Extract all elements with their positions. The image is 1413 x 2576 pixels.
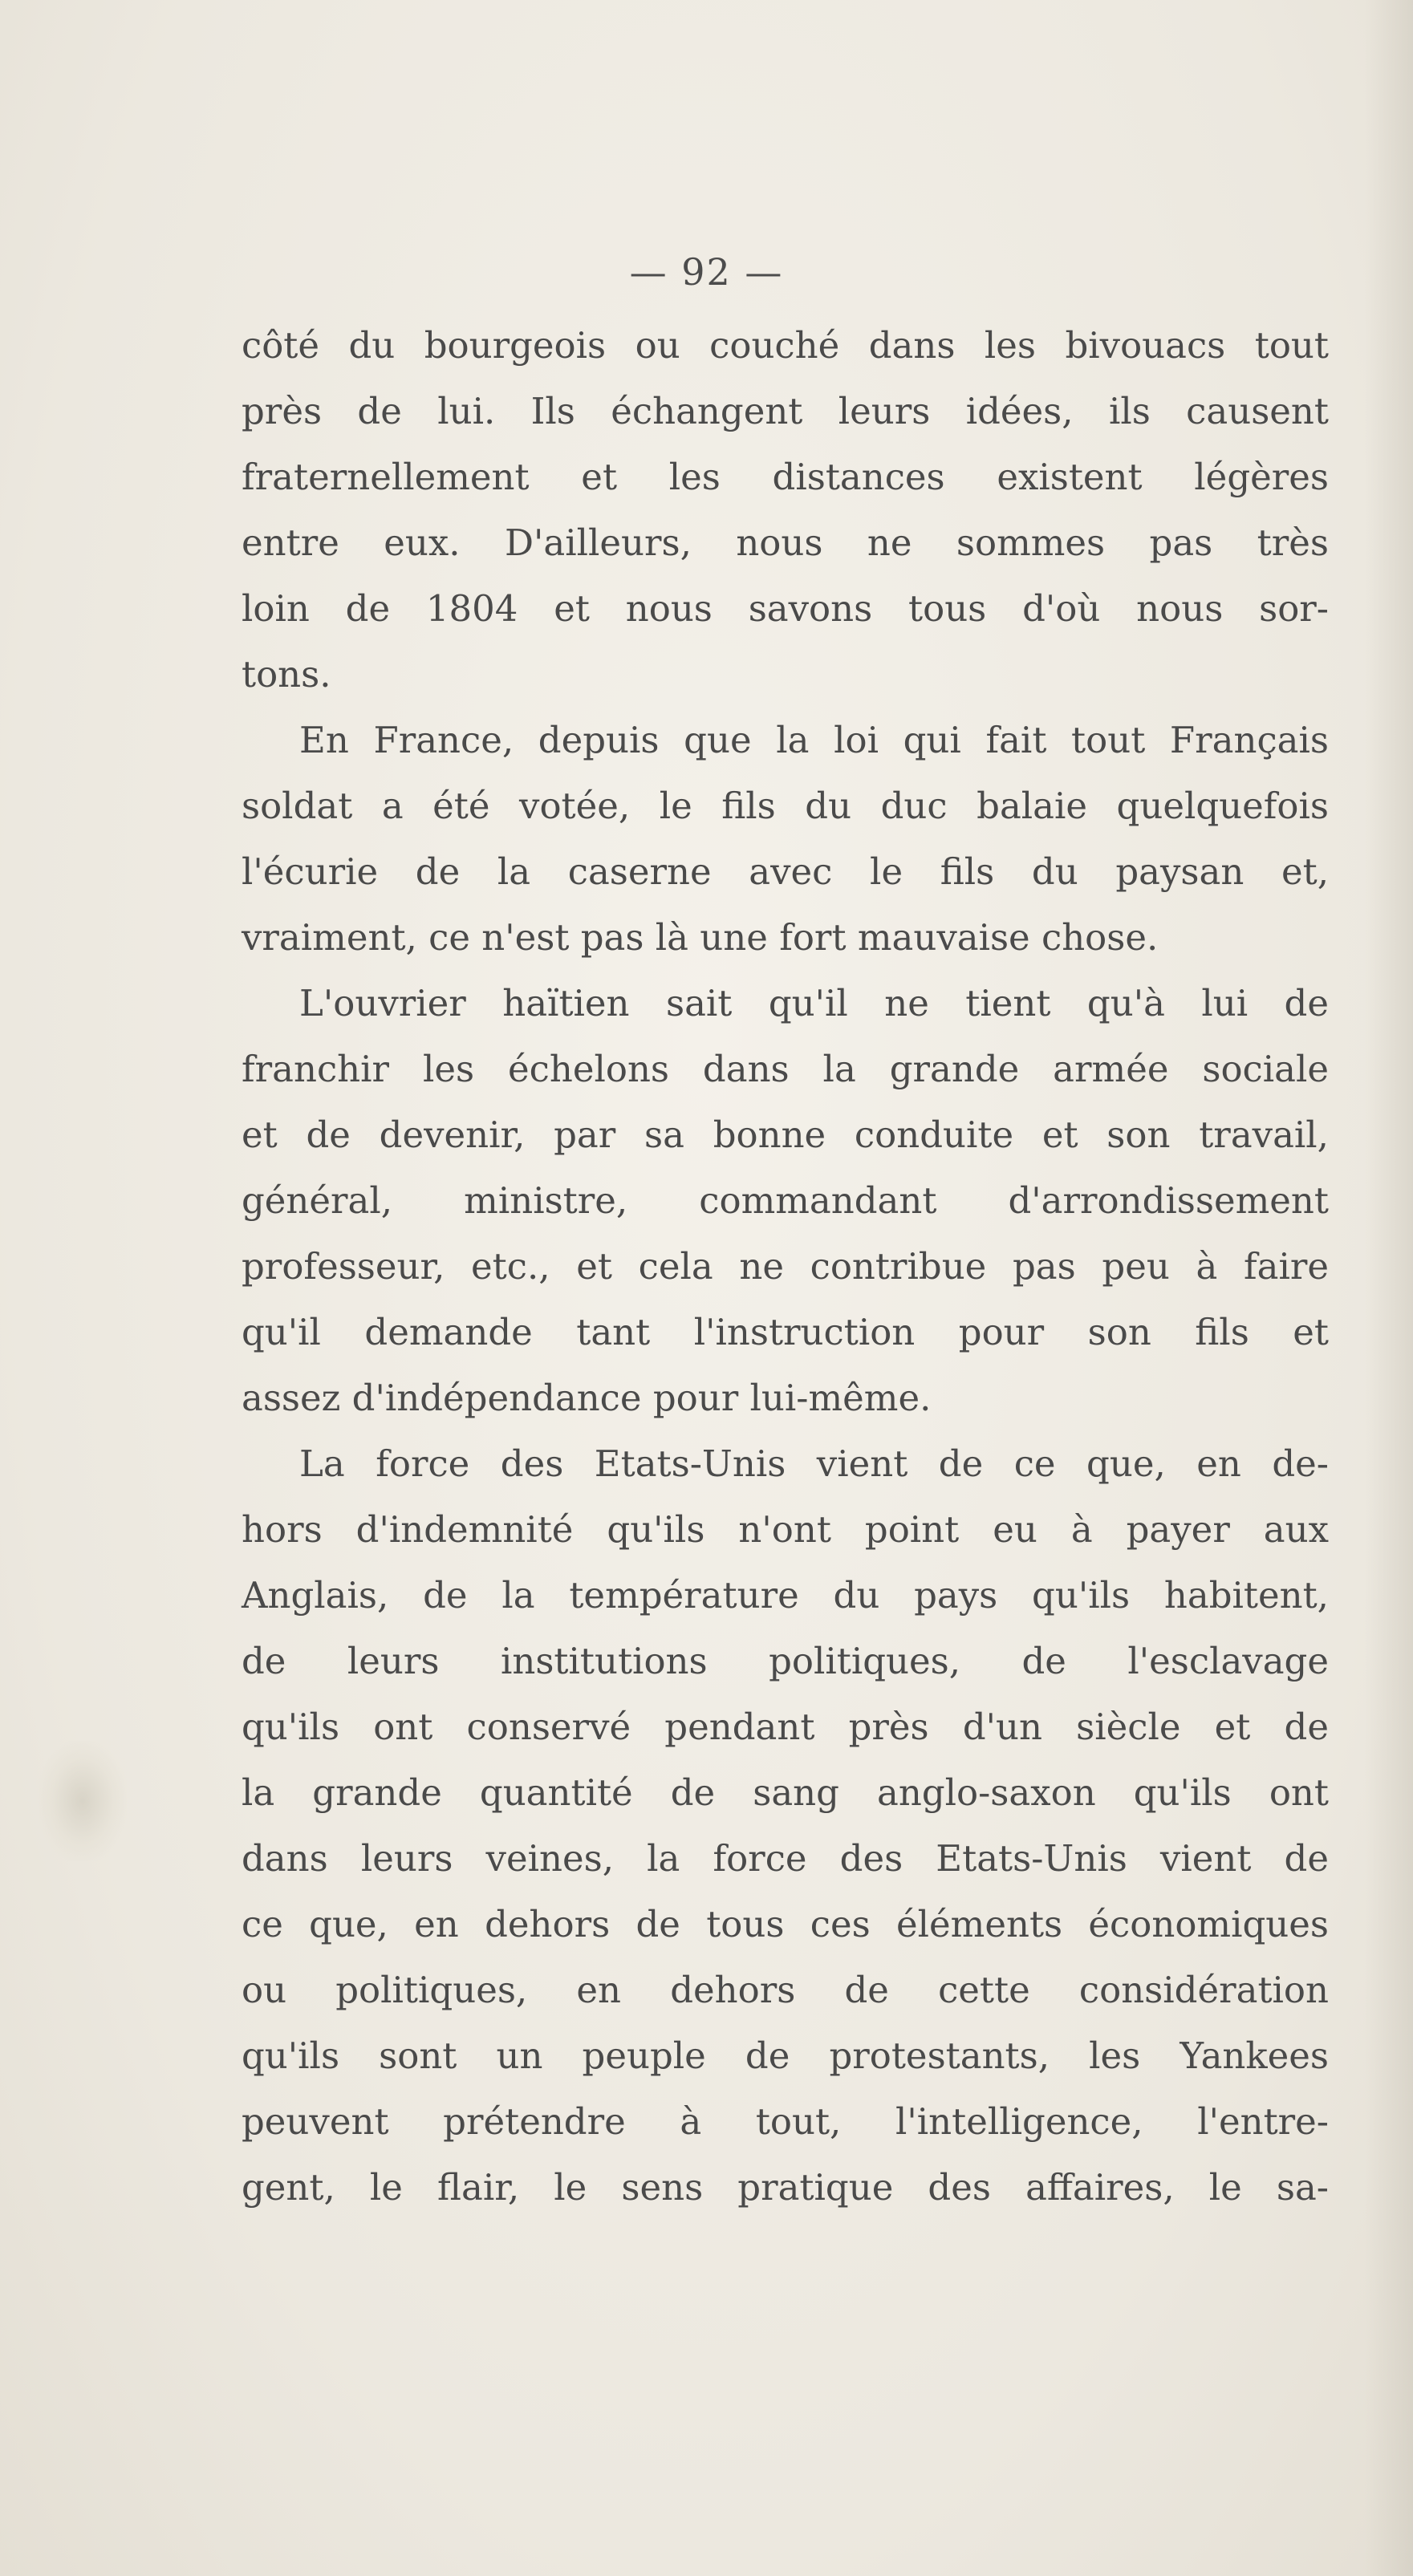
- text-line: près de lui. Ils échangent leurs idées, ils causent: [242, 390, 1329, 432]
- text-line: qu'ils ont conservé pendant près d'un siècle et de: [242, 1706, 1329, 1748]
- text-line: loin de 1804 et nous savons tous d'où nous sor-: [242, 587, 1329, 630]
- text-line: hors d'indemnité qu'ils n'ont point eu à payer aux: [242, 1508, 1329, 1551]
- text-line: La force des Etats-Unis vient de ce que, en de-: [299, 1442, 1329, 1485]
- text-line: côté du bourgeois ou couché dans les bivouacs tout: [242, 324, 1329, 367]
- text-line: dans leurs veines, la force des Etats-Unis vient de: [242, 1837, 1329, 1880]
- text-line: ce que, en dehors de tous ces éléments économiques: [242, 1903, 1329, 1945]
- text-line: la grande quantité de sang anglo-saxon qu'ils ont: [242, 1771, 1329, 1814]
- text-line: L'ouvrier haïtien sait qu'il ne tient qu'à lui de: [299, 982, 1329, 1024]
- text-line: de leurs institutions politiques, de l'esclavage: [242, 1640, 1329, 1682]
- text-line: franchir les échelons dans la grande armée sociale: [242, 1048, 1329, 1090]
- page-edge-shadow: [1365, 0, 1413, 2576]
- text-line: tons.: [242, 653, 331, 696]
- text-line: qu'il demande tant l'instruction pour son fils et: [242, 1311, 1329, 1353]
- paper-stain: [39, 1741, 127, 1861]
- text-line: gent, le flair, le sens pratique des affaires, le sa-: [242, 2166, 1329, 2209]
- text-line: ou politiques, en dehors de cette considération: [242, 1969, 1329, 2011]
- text-line: vraiment, ce n'est pas là une fort mauvaise chose.: [242, 916, 1159, 959]
- text-line: fraternellement et les distances existent légères: [242, 456, 1329, 498]
- text-line: l'écurie de la caserne avec le fils du paysan et,: [242, 850, 1329, 893]
- text-line: et de devenir, par sa bonne conduite et son travail,: [242, 1114, 1329, 1156]
- text-line: qu'ils sont un peuple de protestants, les Yankees: [242, 2034, 1329, 2077]
- page-number: — 92 —: [629, 250, 784, 294]
- text-line: entre eux. D'ailleurs, nous ne sommes pas très: [242, 521, 1329, 564]
- text-line: assez d'indépendance pour lui-même.: [242, 1377, 932, 1419]
- text-line: soldat a été votée, le fils du duc balaie quelquefois: [242, 785, 1329, 827]
- text-line: En France, depuis que la loi qui fait tout Français: [299, 719, 1329, 761]
- text-line: peuvent prétendre à tout, l'intelligence, l'entre-: [242, 2100, 1329, 2143]
- text-line: professeur, etc., et cela ne contribue pas peu à faire: [242, 1245, 1329, 1288]
- text-line: Anglais, de la température du pays qu'ils habitent,: [242, 1574, 1329, 1617]
- text-line: général, ministre, commandant d'arrondissement: [242, 1179, 1329, 1222]
- body-text: [242, 313, 1329, 2221]
